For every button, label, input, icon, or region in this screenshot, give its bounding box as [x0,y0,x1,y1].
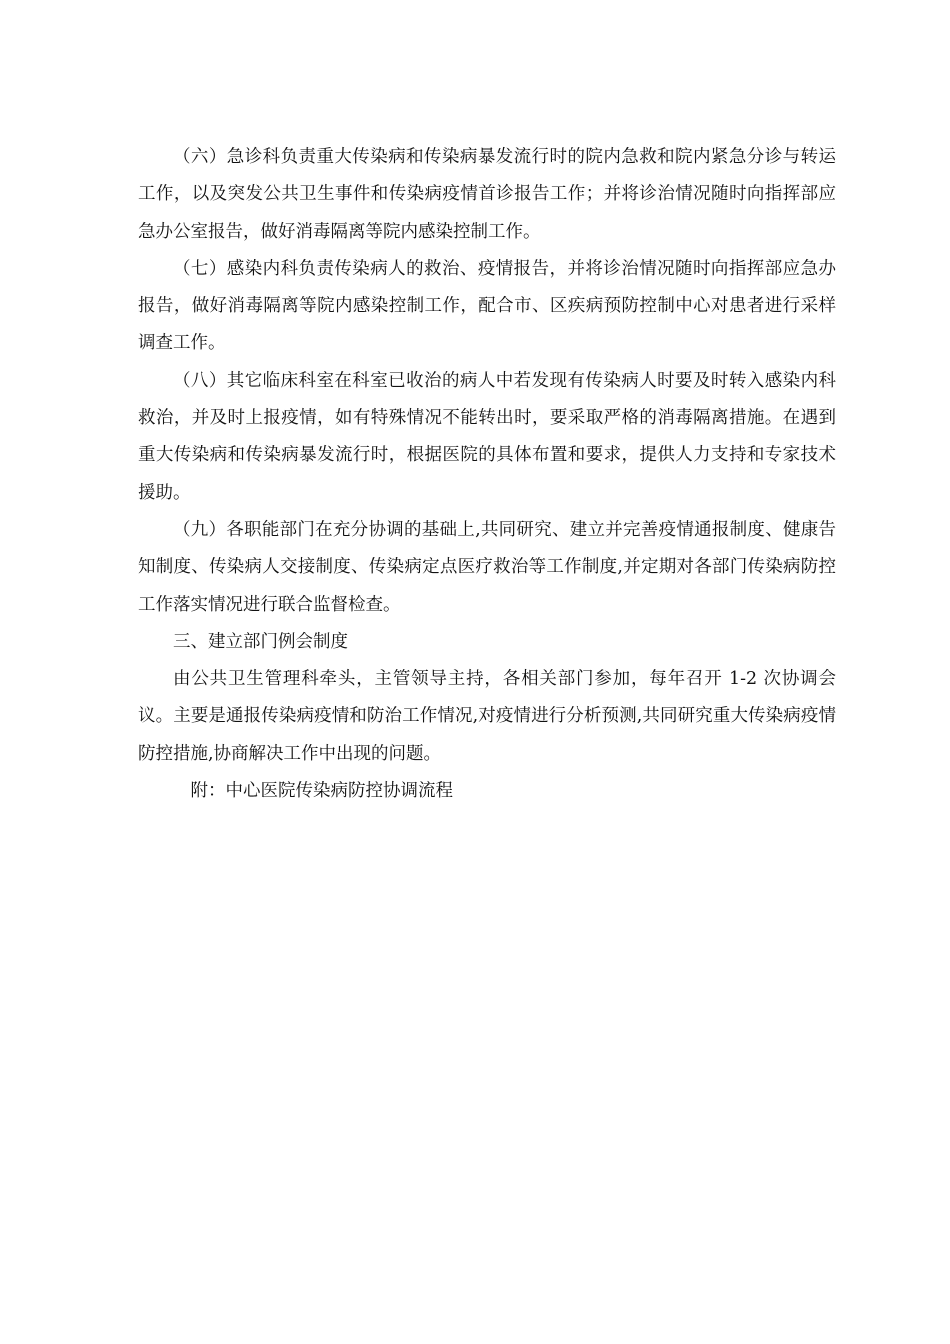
paragraph-clinical-departments: （八）其它临床科室在科室已收治的病人中若发现有传染病人时要及时转入感染内科救治，并及时上报疫情，如有特殊情况不能转出时，要采取严格的消毒隔离措施。在遇到重大传染病和传染病暴发流行时，根据医院的具体布置和要求，提供人力支持和专家技术援助。 [138,370,836,503]
paragraph-meeting-system: 由公共卫生管理科牵头，主管领导主持，各相关部门参加，每年召开 1-2 次协调会议。主要是通报传染病疫情和防治工作情况,对疫情进行分析预测,共同研究重大传染病疫情防控措施,协商解决工作中出现的问题。 [138,669,836,764]
section-heading-meeting-system: 三、建立部门例会制度 [173,631,348,652]
attachment-note: 附：中心医院传染病防控协调流程 [190,781,453,802]
paragraph-infectious-medicine: （七）感染内科负责传染病人的救治、疫情报告，并将诊治情况随时向指挥部应急办报告，做好消毒隔离等院内感染控制工作，配合市、区疾病预防控制中心对患者进行采样调查工作。 [138,258,836,354]
paragraph-emergency-department: （六）急诊科负责重大传染病和传染病暴发流行时的院内急救和院内紧急分诊与转运工作，以及突发公共卫生事件和传染病疫情首诊报告工作；并将诊治情况随时向指挥部应急办公室报告，做好消毒隔离等院内感染控制工作。 [138,147,836,242]
paragraph-functional-departments: （九）各职能部门在充分协调的基础上,共同研究、建立并完善疫情通报制度、健康告知制度、传染病人交接制度、传染病定点医疗救治等工作制度,并定期对各部门传染病防控工作落实情况进行联合监督检查。 [138,519,836,615]
document-body [138,139,836,810]
